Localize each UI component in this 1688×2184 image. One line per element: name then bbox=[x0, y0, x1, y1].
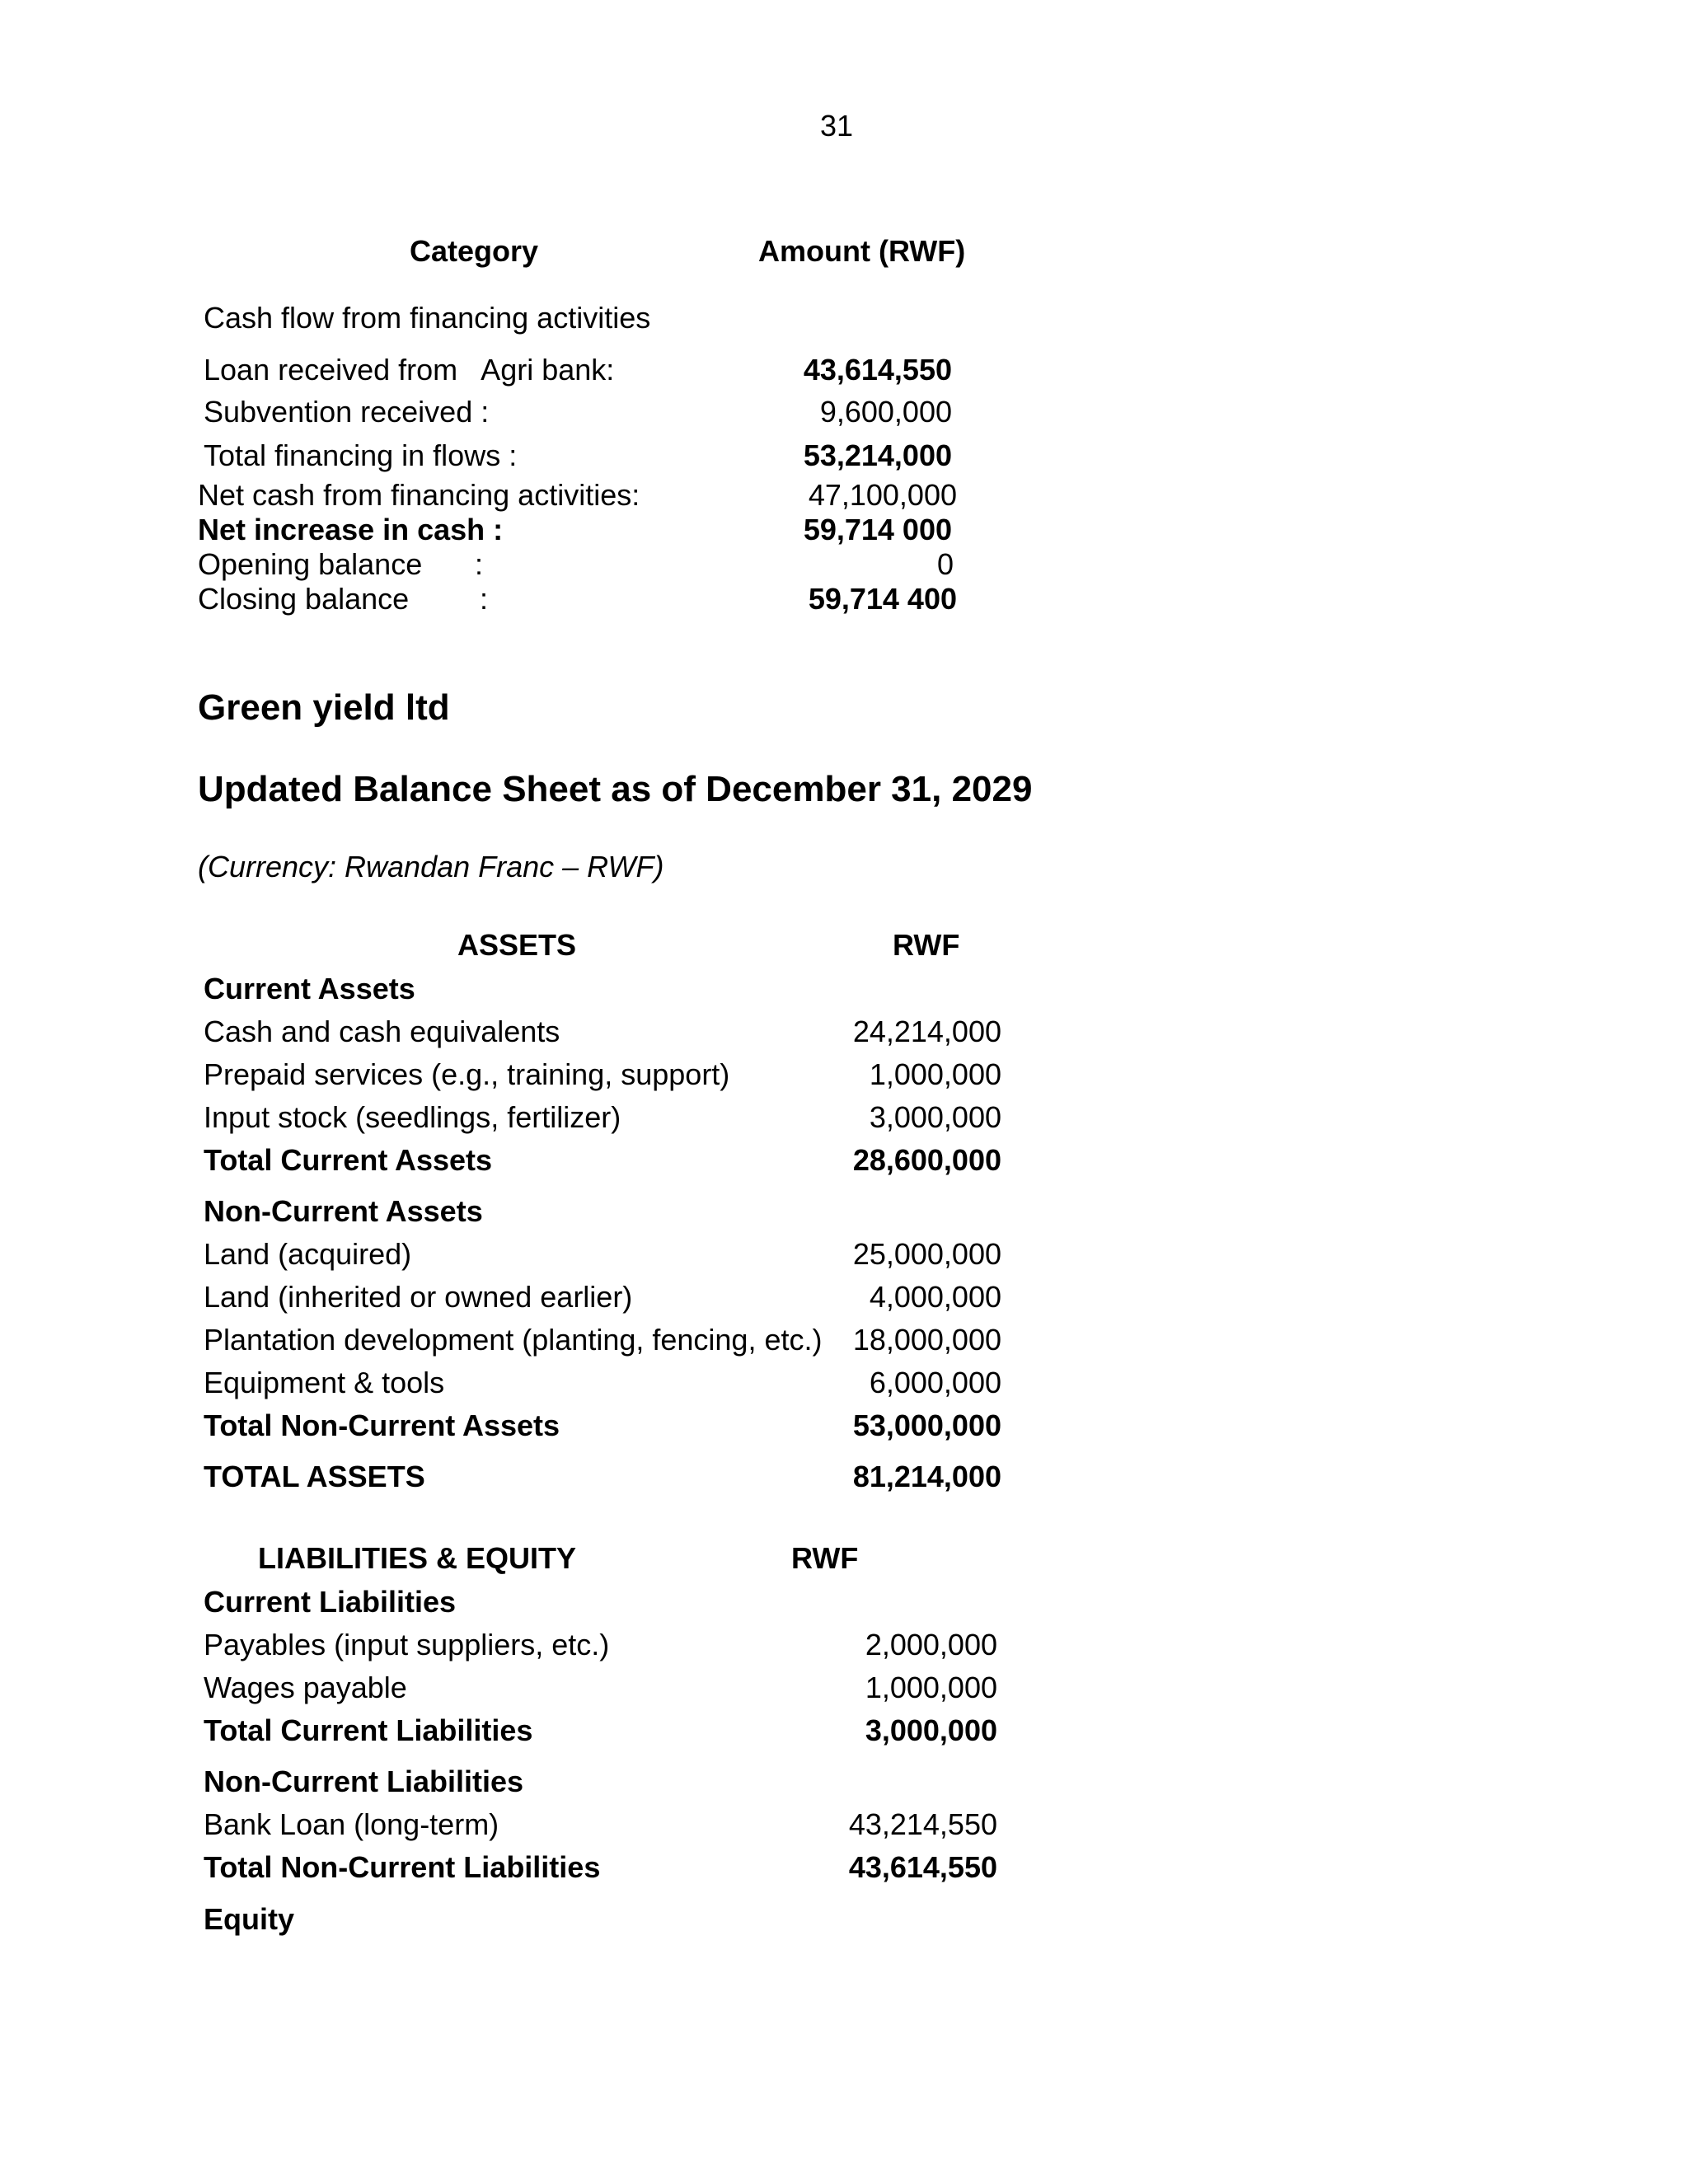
asset-row-value: 6,000,000 bbox=[869, 1366, 1001, 1399]
total-current-liabilities-label: Total Current Liabilities bbox=[204, 1713, 533, 1747]
balance-sheet-title: Updated Balance Sheet as of December 31, 2029 bbox=[198, 769, 1033, 809]
asset-row-label: Land (acquired) bbox=[204, 1237, 412, 1271]
cash-flow-row-value: 9,600,000 bbox=[819, 395, 952, 429]
assets-col-header: RWF bbox=[893, 928, 960, 962]
cash-flow-header-category: Category bbox=[410, 234, 539, 268]
cash-flow-section-label: Cash flow from financing activities bbox=[204, 301, 651, 335]
cash-flow-row-value: 43,614,550 bbox=[803, 353, 952, 387]
currency-note: (Currency: Rwandan Franc – RWF) bbox=[198, 850, 664, 883]
cash-flow-row-value: 53,214,000 bbox=[803, 438, 952, 472]
liabilities-col-header: RWF bbox=[791, 1541, 859, 1575]
cash-flow-summary-colon: : bbox=[475, 547, 484, 581]
total-non-current-liabilities-label: Total Non-Current Liabilities bbox=[204, 1850, 601, 1884]
total-non-current-liabilities-value: 43,614,550 bbox=[848, 1850, 997, 1884]
liability-row-value: 43,214,550 bbox=[848, 1807, 997, 1841]
total-current-liabilities-value: 3,000,000 bbox=[865, 1713, 997, 1747]
cash-flow-row-label: Total financing in flows : bbox=[204, 438, 518, 472]
cash-flow-summary-colon: : bbox=[480, 582, 489, 616]
asset-row-label: Prepaid services (e.g., training, support) bbox=[204, 1057, 730, 1091]
total-assets-label: TOTAL ASSETS bbox=[204, 1460, 425, 1493]
equity-title: Equity bbox=[204, 1902, 295, 1936]
asset-row-value: 24,214,000 bbox=[852, 1015, 1001, 1048]
asset-row-value: 1,000,000 bbox=[869, 1057, 1001, 1091]
asset-row-value: 3,000,000 bbox=[869, 1100, 1001, 1134]
asset-row-label: Cash and cash equivalents bbox=[204, 1015, 560, 1048]
current-liabilities-title: Current Liabilities bbox=[204, 1585, 457, 1619]
asset-row-label: Equipment & tools bbox=[204, 1366, 445, 1399]
cash-flow-summary-label: Net cash from financing activities: bbox=[198, 478, 640, 512]
cash-flow-summary-label: Opening balance bbox=[198, 547, 423, 581]
cash-flow-row-label: Subvention received : bbox=[204, 395, 490, 429]
non-current-liabilities-title: Non-Current Liabilities bbox=[204, 1765, 524, 1798]
liabilities-header: LIABILITIES & EQUITY bbox=[258, 1541, 577, 1575]
total-non-current-assets-label: Total Non-Current Assets bbox=[204, 1408, 560, 1442]
non-current-assets-title: Non-Current Assets bbox=[204, 1194, 483, 1228]
asset-row-value: 25,000,000 bbox=[852, 1237, 1001, 1271]
asset-row-label: Plantation development (planting, fencing, etc.) bbox=[204, 1323, 823, 1357]
total-assets-value: 81,214,000 bbox=[852, 1460, 1001, 1493]
asset-row-label: Input stock (seedlings, fertilizer) bbox=[204, 1100, 621, 1134]
cash-flow-summary-value: 59,714 400 bbox=[808, 582, 957, 616]
cash-flow-summary-value: 47,100,000 bbox=[808, 478, 957, 512]
asset-row-value: 18,000,000 bbox=[852, 1323, 1001, 1357]
asset-row-value: 4,000,000 bbox=[869, 1280, 1001, 1314]
liability-row-label: Payables (input suppliers, etc.) bbox=[204, 1628, 610, 1661]
cash-flow-row-label: Loan received from Agri bank: bbox=[204, 353, 615, 387]
liability-row-label: Wages payable bbox=[204, 1671, 407, 1704]
total-current-assets-label: Total Current Assets bbox=[204, 1143, 493, 1177]
liability-row-value: 2,000,000 bbox=[865, 1628, 997, 1661]
total-current-assets-value: 28,600,000 bbox=[852, 1143, 1001, 1177]
company-name: Green yield ltd bbox=[198, 687, 450, 728]
asset-row-label: Land (inherited or owned earlier) bbox=[204, 1280, 633, 1314]
current-assets-title: Current Assets bbox=[204, 972, 415, 1005]
total-non-current-assets-value: 53,000,000 bbox=[852, 1408, 1001, 1442]
page-number: 31 bbox=[820, 109, 854, 143]
assets-header: ASSETS bbox=[457, 928, 577, 962]
cash-flow-summary-label: Net increase in cash : bbox=[198, 513, 504, 546]
liability-row-label: Bank Loan (long-term) bbox=[204, 1807, 499, 1841]
cash-flow-summary-value: 0 bbox=[936, 547, 954, 581]
cash-flow-header-amount: Amount (RWF) bbox=[758, 234, 966, 268]
cash-flow-summary-label: Closing balance bbox=[198, 582, 410, 616]
liability-row-value: 1,000,000 bbox=[865, 1671, 997, 1704]
cash-flow-summary-value: 59,714 000 bbox=[803, 513, 952, 546]
